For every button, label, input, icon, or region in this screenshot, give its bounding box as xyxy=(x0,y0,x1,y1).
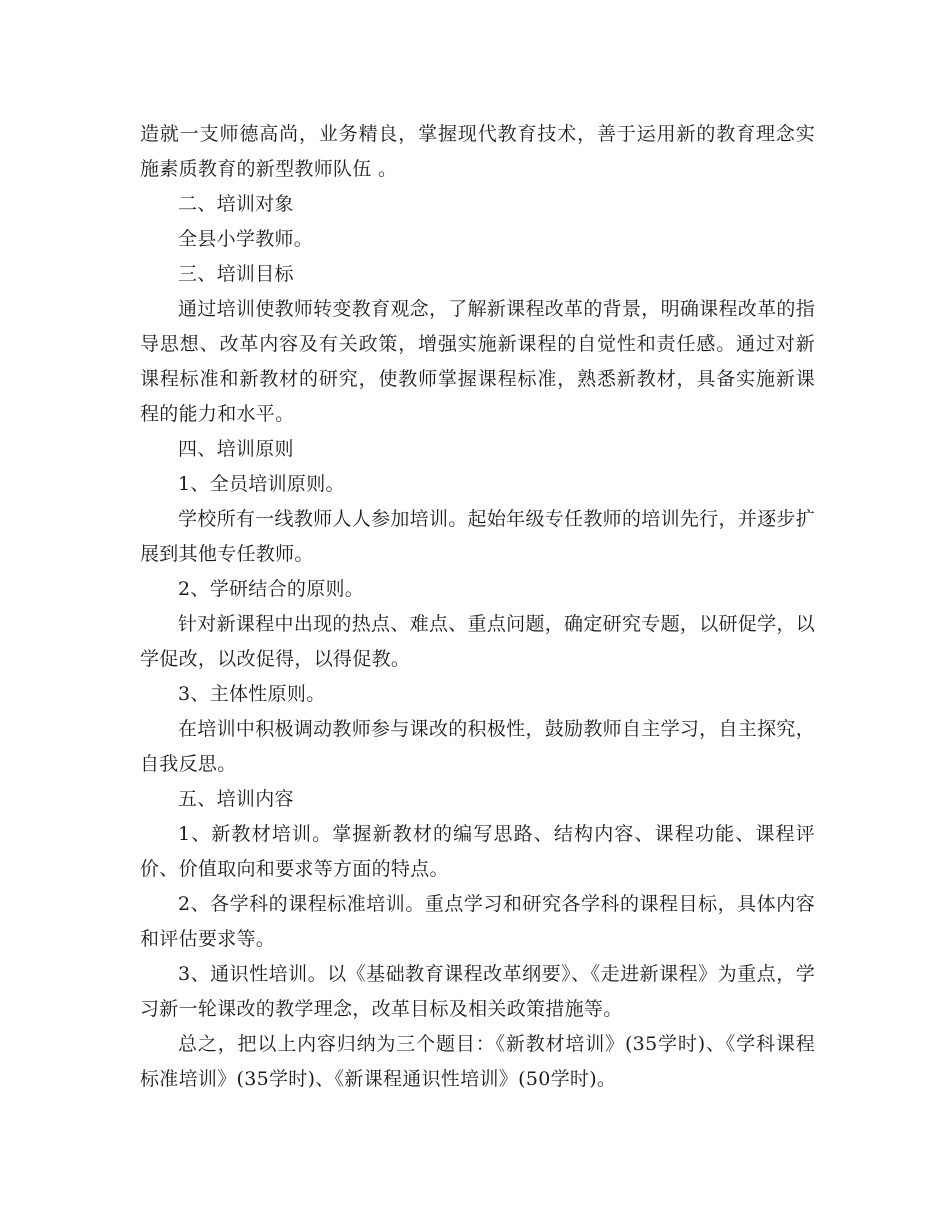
paragraph-training-goals: 通过培训使教师转变教育观念，了解新课程改革的背景，明确课程改革的指导思想、改革内容及有关政策，增强实施新课程的自觉性和责任感。通过对新课程标准和新教材的研究，使教师掌握课程标准，熟悉新教材，具备实施新课程的能力和水平。 xyxy=(140,298,815,425)
paragraph-content-2: 2、各学科的课程标准培训。重点学习和研究各学科的课程目标，具体内容和评估要求等。 xyxy=(140,893,815,950)
paragraph-principle-2: 针对新课程中出现的热点、难点、重点问题，确定研究专题，以研促学，以学促改，以改促得，以得促教。 xyxy=(140,613,815,670)
section-heading-training-content: 五、培训内容 xyxy=(178,788,294,810)
paragraph-intro-continuation: 造就一支师德高尚，业务精良，掌握现代教育技术，善于运用新的教育理念实施素质教育的新型教师队伍 。 xyxy=(140,123,815,180)
paragraph-summary: 总之，把以上内容归纳为三个题目：《新教材培训》(35学时)、《学科课程标准培训》(35学时)、《新课程通识性培训》(50学时)。 xyxy=(140,1033,815,1090)
document-body xyxy=(140,117,815,1097)
section-heading-training-principles: 四、培训原则 xyxy=(178,438,294,460)
paragraph-content-1: 1、新教材培训。掌握新教材的编写思路、结构内容、课程功能、课程评价、价值取向和要求等方面的特点。 xyxy=(140,823,815,880)
paragraph-principle-3: 在培训中积极调动教师参与课改的积极性，鼓励教师自主学习，自主探究，自我反思。 xyxy=(140,718,815,775)
subheading-principle-2: 2、学研结合的原则。 xyxy=(178,578,365,600)
paragraph-training-targets: 全县小学教师。 xyxy=(178,228,314,250)
subheading-principle-1: 1、全员培训原则。 xyxy=(178,473,345,495)
paragraph-content-3: 3、通识性培训。以《基础教育课程改革纲要》、《走进新课程》为重点，学习新一轮课改的教学理念，改革目标及相关政策措施等。 xyxy=(140,963,815,1020)
paragraph-principle-1: 学校所有一线教师人人参加培训。起始年级专任教师的培训先行，并逐步扩展到其他专任教师。 xyxy=(140,508,815,565)
subheading-principle-3: 3、主体性原则。 xyxy=(178,683,326,705)
section-heading-training-targets: 二、培训对象 xyxy=(178,193,294,215)
section-heading-training-goals: 三、培训目标 xyxy=(178,263,294,285)
